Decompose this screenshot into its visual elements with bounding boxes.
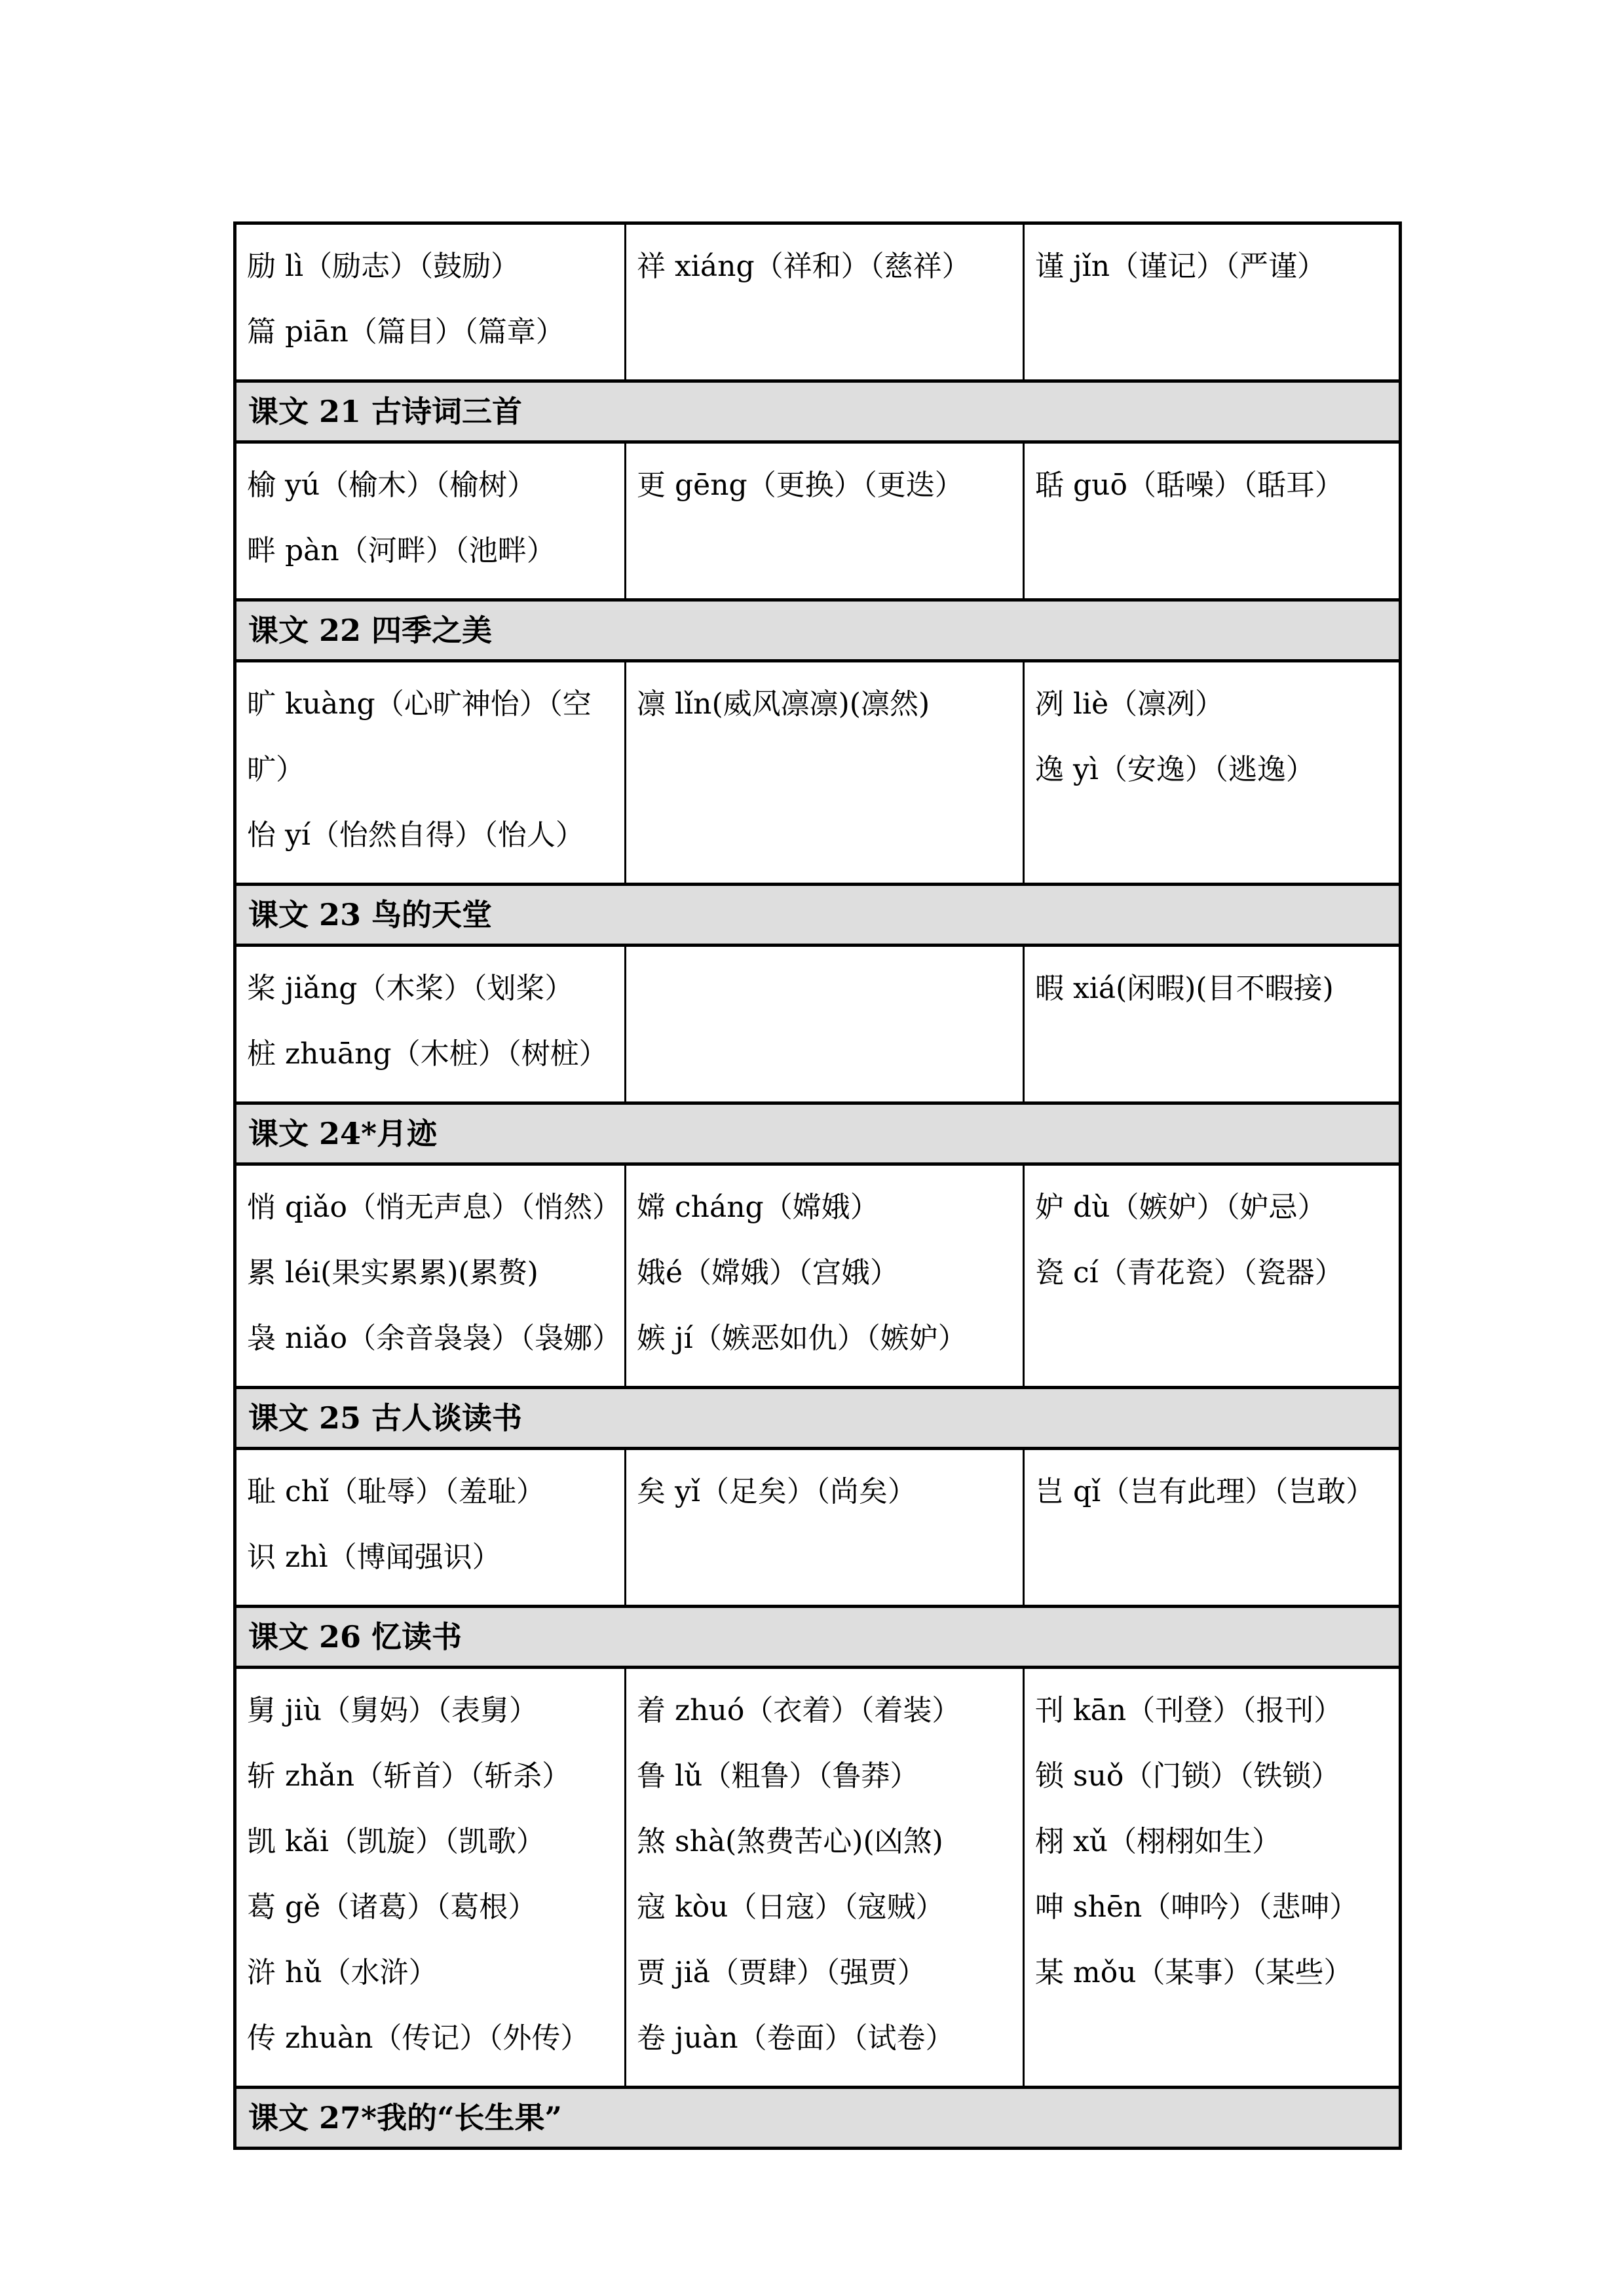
vocab-entry: 逸 yì（安逸）（逃逸）: [1035, 753, 1315, 786]
vocab-entry: 卷 juàn（卷面）（试卷）: [637, 2021, 954, 2055]
vocab-cell: [235, 1668, 626, 2088]
vocab-entry: 某 mǒu（某事）（某些）: [1035, 1956, 1353, 1989]
vocab-entry: 娥é（嫦娥）（宫娥）: [637, 1256, 899, 1290]
vocab-entry: 传 zhuàn（传记）（外传）: [247, 2021, 590, 2055]
vocab-cell: [626, 1164, 1024, 1388]
vocab-cell: [1024, 1164, 1401, 1388]
vocab-entry: 桩 zhuāng（木桩）（树桩）: [247, 1037, 608, 1071]
vocab-cell: [235, 223, 626, 381]
vocab-cell: [235, 442, 626, 600]
vocab-entry: 累 léi(果实累累)(累赘): [247, 1256, 538, 1290]
vocab-entry: 锁 suǒ（门锁）（铁锁）: [1035, 1759, 1340, 1793]
vocab-entry: 袅 niǎo（余音袅袅）（袅娜）: [247, 1322, 622, 1355]
vocab-row: [235, 1449, 1401, 1607]
vocab-entry: 桨 jiǎng（木桨）（划桨）: [247, 972, 574, 1005]
vocab-row: [235, 1164, 1401, 1388]
vocab-entry: 着 zhuó（衣着）（着装）: [637, 1694, 961, 1727]
vocab-row: [235, 661, 1401, 885]
vocab-entry: 贾 jiǎ（贾肆）（强贾）: [637, 1956, 926, 1989]
vocab-entry: 刊 kān（刊登）（报刊）: [1035, 1694, 1343, 1727]
lesson-header-row: [235, 1607, 1401, 1668]
vocab-entry: 谨 jǐn（谨记）（严谨）: [1035, 250, 1327, 283]
vocab-entry: 呻 shēn（呻吟）（悲呻）: [1035, 1890, 1359, 1924]
vocab-entry: 鲁 lǔ（粗鲁）（鲁莽）: [637, 1759, 919, 1793]
vocab-row: [235, 223, 1401, 381]
vocab-entry: 暇 xiá(闲暇)(目不暇接): [1035, 972, 1334, 1005]
vocab-entry: 祥 xiáng（祥和）（慈祥）: [637, 250, 971, 283]
vocab-entry: 励 lì（励志）（鼓励）: [247, 250, 520, 283]
vocab-table-body: [235, 223, 1401, 2149]
lesson-header: 课文 26 忆读书: [235, 1607, 1401, 1668]
vocab-cell: [626, 442, 1024, 600]
vocab-cell: [235, 661, 626, 885]
vocab-entry: 识 zhì（博闻强识）: [247, 1540, 501, 1574]
vocab-entry: 嫉 jí（嫉恶如仇）（嫉妒）: [637, 1322, 967, 1355]
vocab-entry: 凯 kǎi（凯旋）（凯歌）: [247, 1825, 545, 1858]
vocab-entry: 寇 kòu（日寇）（寇贼）: [637, 1890, 945, 1924]
vocab-entry: 旷 kuàng（心旷神怡）（空旷）: [247, 687, 592, 786]
lesson-header-row: [235, 1103, 1401, 1164]
vocab-cell: [626, 946, 1024, 1103]
vocab-cell: [626, 661, 1024, 885]
vocab-cell: [626, 1668, 1024, 2088]
vocab-entry: 榆 yú（榆木）（榆树）: [247, 469, 537, 502]
vocab-entry: 凛 lǐn(威风凛凛)(凛然): [637, 687, 930, 721]
lesson-header: 课文 25 古人谈读书: [235, 1388, 1401, 1449]
vocab-cell: [1024, 1668, 1401, 2088]
vocab-entry: 斩 zhǎn（斩首）（斩杀）: [247, 1759, 571, 1793]
vocab-entry: 冽 liè（凛冽）: [1035, 687, 1224, 721]
vocab-entry: 妒 dù（嫉妒）（妒忌）: [1035, 1191, 1327, 1224]
vocab-entry: 栩 xǔ（栩栩如生）: [1035, 1825, 1281, 1858]
lesson-header: 课文 21 古诗词三首: [235, 381, 1401, 442]
lesson-header: 课文 22 四季之美: [235, 600, 1401, 661]
vocab-entry: 葛 gě（诸葛）（葛根）: [247, 1890, 537, 1924]
lesson-header-row: [235, 885, 1401, 946]
vocab-row: [235, 442, 1401, 600]
lesson-header-row: [235, 1388, 1401, 1449]
vocab-cell: [235, 1164, 626, 1388]
vocab-cell: [1024, 442, 1401, 600]
vocab-cell: [1024, 1449, 1401, 1607]
vocab-entry: 畔 pàn（河畔）（池畔）: [247, 534, 556, 567]
lesson-header: 课文 24*月迹: [235, 1103, 1401, 1164]
vocab-entry: 舅 jiù（舅妈）（表舅）: [247, 1694, 538, 1727]
vocab-row: [235, 946, 1401, 1103]
vocab-entry: 矣 yǐ（足矣）（尚矣）: [637, 1475, 916, 1508]
vocab-entry: 岂 qǐ（岂有此理）（岂敢）: [1035, 1475, 1375, 1508]
vocab-cell: [1024, 223, 1401, 381]
vocab-entry: 浒 hǔ（水浒）: [247, 1956, 438, 1989]
vocab-table: [233, 221, 1402, 2150]
lesson-header: 课文 27*我的“长生果”: [235, 2088, 1401, 2149]
vocab-entry: 悄 qiǎo（悄无声息）（悄然）: [247, 1191, 621, 1224]
lesson-header-row: [235, 381, 1401, 442]
vocab-entry: 更 gēng（更换）（更迭）: [637, 469, 964, 502]
vocab-entry: 煞 shà(煞费苦心)(凶煞): [637, 1825, 943, 1858]
vocab-entry: 瓷 cí（青花瓷）（瓷器）: [1035, 1256, 1344, 1290]
vocab-cell: [626, 1449, 1024, 1607]
vocab-entry: 怡 yí（怡然自得）（怡人）: [247, 818, 584, 852]
vocab-cell: [626, 223, 1024, 381]
vocab-entry: 篇 piān（篇目）（篇章）: [247, 315, 565, 349]
lesson-header-row: [235, 600, 1401, 661]
vocab-cell: [235, 1449, 626, 1607]
vocab-cell: [1024, 661, 1401, 885]
vocab-row: [235, 1668, 1401, 2088]
vocab-cell: [235, 946, 626, 1103]
vocab-entry: 聒 guō（聒噪）（聒耳）: [1035, 469, 1344, 502]
vocab-cell: [1024, 946, 1401, 1103]
lesson-header: 课文 23 鸟的天堂: [235, 885, 1401, 946]
vocab-entry: 耻 chǐ（耻辱）（羞耻）: [247, 1475, 546, 1508]
lesson-header-row: [235, 2088, 1401, 2149]
vocab-entry: 嫦 cháng（嫦娥）: [637, 1191, 879, 1224]
